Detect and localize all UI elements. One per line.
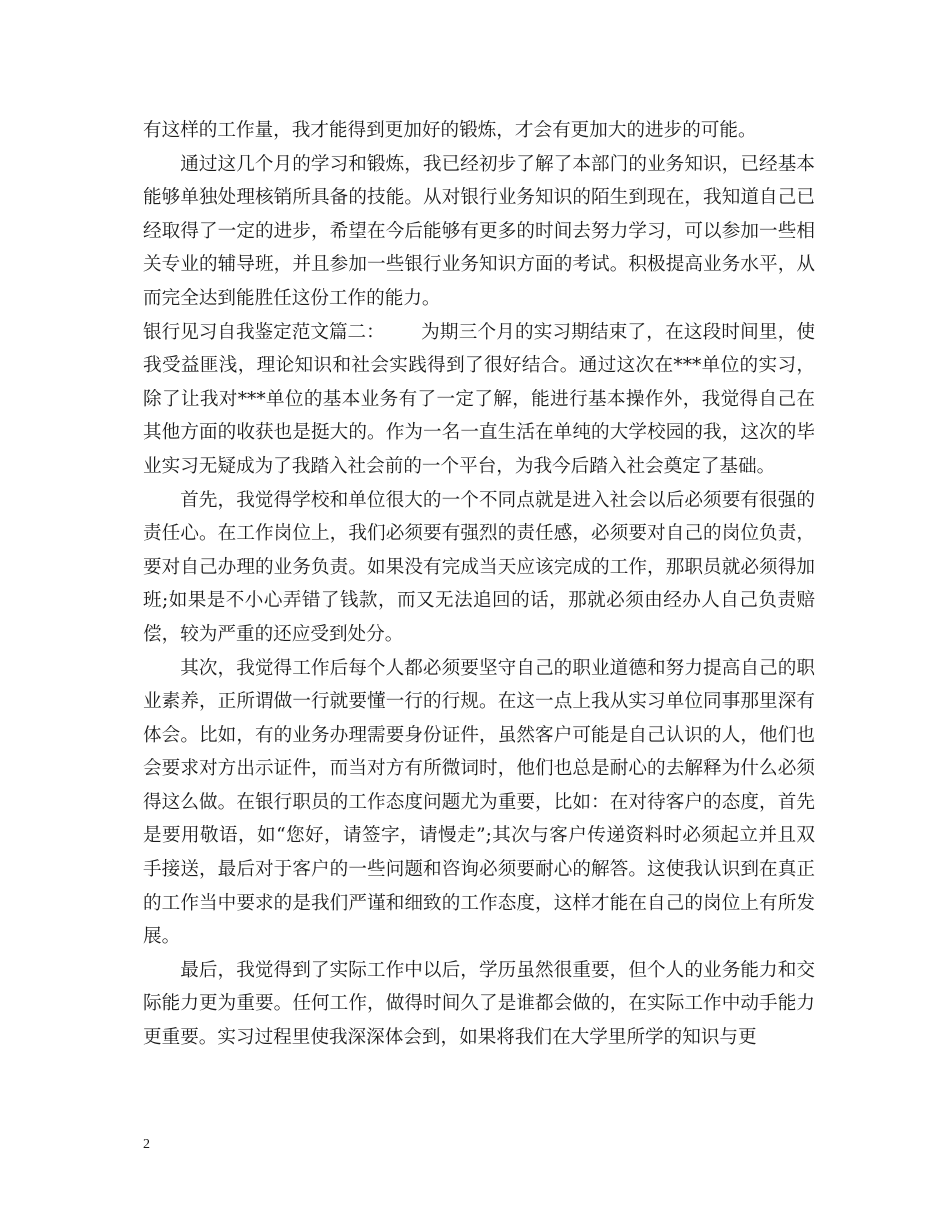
page-number: 2: [143, 1137, 150, 1152]
paragraph-first: 首先，我觉得学校和单位很大的一个不同点就是进入社会以后必须要有很强的责任心。在工作岗位上，我们必须要有强烈的责任感，必须要对自己的岗位负责，要对自己办理的业务负责。如果没有完成当天应该完成的工作，那职员就必须得加班;如果是不小心弄错了钱款，而又无法追回的话，那就必须由经办人自己负责赔偿，较为严重的还应受到处分。: [143, 489, 815, 645]
paragraph-learning: 通过这几个月的学习和锻炼，我已经初步了解了本部门的业务知识，已经基本能够单独处理核销所具备的技能。从对银行业务知识的陌生到现在，我知道自己已经取得了一定的进步，希望在今后能够有更多的时间去努力学习，可以参加一些相关专业的辅导班，并且参加一些银行业务知识方面的考试。积极提高业务水平，从而完全达到能胜任这份工作的能力。: [143, 153, 815, 309]
paragraph-continuation: 有这样的工作量，我才能得到更加好的锻炼，才会有更加大的进步的可能。: [143, 120, 757, 141]
section-intro: 为期三个月的实习期结束了，在这段时间里，使我受益匪浅，理论知识和社会实践得到了很好结合。通过这次在***单位的实习，除了让我对***单位的基本业务有了一定了解，能进行基本操作外，我觉得自己在其他方面的收获也是挺大的。作为一名一直生活在单纯的大学校园的我，这次的毕业实习无疑成为了我踏入社会前的一个平台，为我今后踏入社会奠定了基础。: [143, 321, 815, 477]
section-heading-paragraph: [143, 316, 815, 484]
document-body: [143, 114, 815, 1055]
paragraph-second: 其次，我觉得工作后每个人都必须要坚守自己的职业道德和努力提高自己的职业素养，正所谓做一行就要懂一行的行规。在这一点上我从实习单位同事那里深有体会。比如，有的业务办理需要身份证件，虽然客户可能是自己认识的人，他们也会要求对方出示证件，而当对方有所微词时，他们也总是耐心的去解释为什么必须得这么做。在银行职员的工作态度问题尤为重要，比如：在对待客户的态度，首先是要用敬语，如“您好，请签字，请慢走”;其次与客户传递资料时必须起立并且双手接送，最后对于客户的一些问题和咨询必须要耐心的解答。这使我认识到在真正的工作当中要求的是我们严谨和细致的工作态度，这样才能在自己的岗位上有所发展。: [143, 657, 815, 948]
paragraph-last: 最后，我觉得到了实际工作中以后，学历虽然很重要，但个人的业务能力和交际能力更为重要。任何工作，做得时间久了是谁都会做的，在实际工作中动手能力更重要。实习过程里使我深深体会到，如果将我们在大学里所学的知识与更: [143, 959, 815, 1049]
section-heading: 银行见习自我鉴定范文篇二：: [143, 321, 385, 343]
